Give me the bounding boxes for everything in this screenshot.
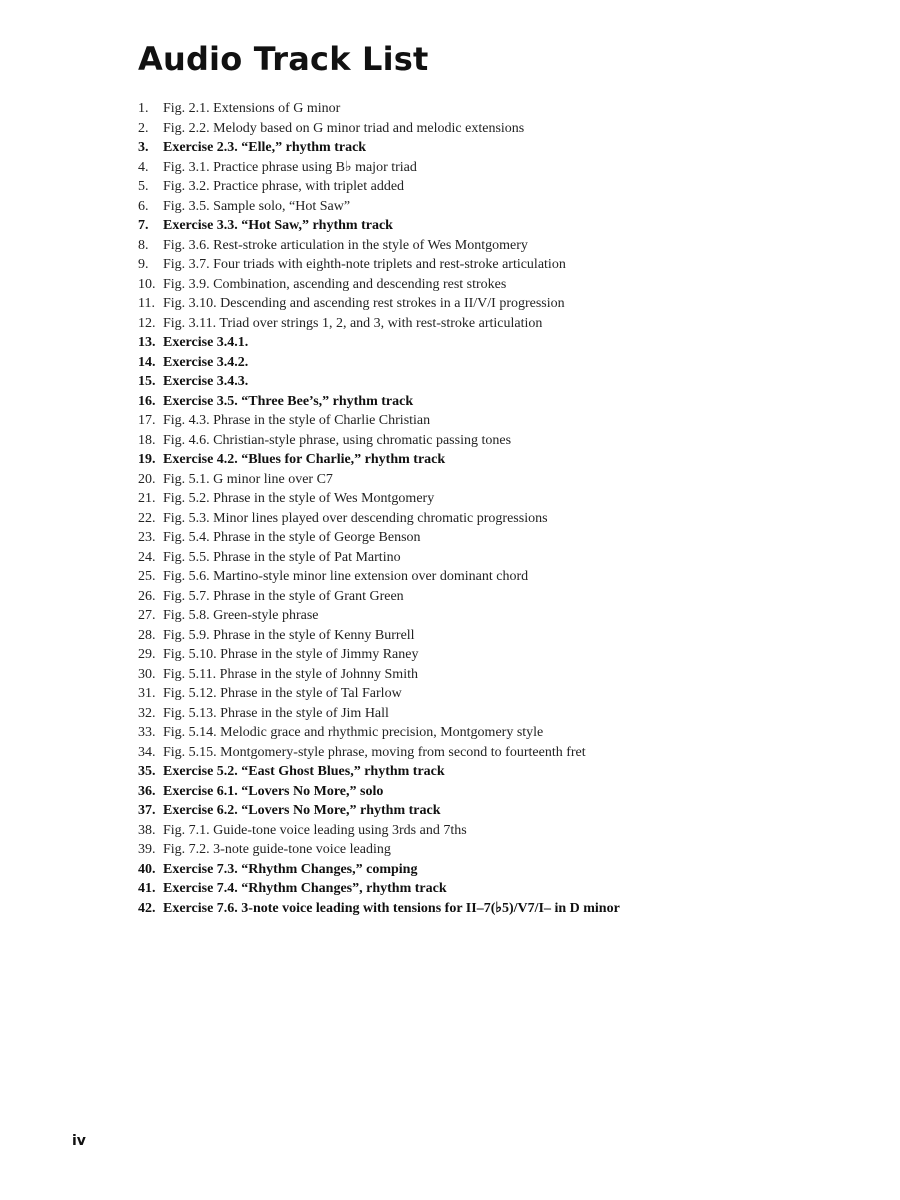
track-title: Exercise 2.3. “Elle,” rhythm track	[163, 140, 367, 155]
track-number: 41.	[138, 881, 156, 896]
track-item	[138, 197, 620, 217]
track-title: Exercise 3.5. “Three Bee’s,” rhythm track	[163, 393, 414, 409]
track-number: 31.	[138, 686, 156, 701]
track-title: Fig. 3.11. Triad over strings 1, 2, and 3, with rest-stroke articulation	[163, 315, 543, 331]
track-item	[138, 294, 620, 314]
track-title: Fig. 3.2. Practice phrase, with triplet added	[163, 179, 405, 194]
track-number: 42.	[138, 900, 156, 916]
track-title: Fig. 2.1. Extensions of G minor	[163, 101, 341, 116]
track-number: 8.	[138, 237, 149, 253]
track-title: Exercise 6.2. “Lovers No More,” rhythm track	[163, 803, 441, 818]
track-title: Fig. 4.3. Phrase in the style of Charlie Christian	[163, 413, 431, 428]
track-number: 37.	[138, 803, 156, 818]
track-item	[138, 392, 620, 412]
track-title: Fig. 3.6. Rest-stroke articulation in the style of Wes Montgomery	[163, 237, 528, 253]
track-item	[138, 177, 620, 197]
track-item	[138, 431, 620, 451]
track-title: Exercise 5.2. “East Ghost Blues,” rhythm track	[163, 764, 445, 779]
track-item	[138, 782, 620, 802]
track-item	[138, 899, 620, 919]
track-title: Fig. 2.2. Melody based on G minor triad and melodic extensions	[163, 120, 525, 136]
track-number: 19.	[138, 452, 156, 467]
track-number: 17.	[138, 413, 156, 428]
track-item	[138, 314, 620, 334]
track-title: Fig. 5.1. G minor line over C7	[163, 471, 333, 487]
track-number: 23.	[138, 530, 156, 545]
track-item	[138, 821, 620, 841]
track-title: Exercise 3.4.3.	[163, 374, 249, 389]
track-item	[138, 840, 620, 860]
track-item	[138, 509, 620, 529]
track-title: Exercise 3.4.2.	[163, 354, 249, 370]
track-number: 15.	[138, 374, 156, 389]
track-title: Exercise 4.2. “Blues for Charlie,” rhythm track	[163, 452, 446, 467]
track-number: 38.	[138, 822, 156, 838]
track-item	[138, 801, 620, 821]
track-number: 11.	[138, 296, 155, 311]
track-number: 5.	[138, 179, 149, 194]
track-number: 10.	[138, 276, 156, 292]
track-number: 4.	[138, 159, 149, 175]
track-number: 27.	[138, 608, 156, 623]
track-item	[138, 236, 620, 256]
track-number: 3.	[138, 140, 149, 155]
track-number: 35.	[138, 764, 156, 779]
track-item	[138, 879, 620, 899]
track-item	[138, 158, 620, 178]
track-title: Fig. 5.8. Green-style phrase	[163, 608, 319, 623]
track-title: Exercise 6.1. “Lovers No More,” solo	[163, 783, 384, 799]
track-title: Fig. 5.10. Phrase in the style of Jimmy Raney	[163, 647, 419, 662]
track-title: Fig. 3.1. Practice phrase using B♭ major triad	[163, 159, 417, 175]
track-number: 20.	[138, 471, 156, 487]
track-number: 14.	[138, 354, 156, 370]
track-number: 22.	[138, 510, 156, 526]
track-title: Fig. 3.7. Four triads with eighth-note triplets and rest-stroke articulation	[163, 257, 566, 272]
track-number: 28.	[138, 627, 156, 643]
track-title: Fig. 5.3. Minor lines played over descending chromatic progressions	[163, 510, 548, 526]
track-title: Fig. 5.2. Phrase in the style of Wes Montgomery	[163, 491, 435, 506]
track-item	[138, 704, 620, 724]
track-title: Fig. 5.4. Phrase in the style of George Benson	[163, 530, 421, 545]
track-title: Fig. 7.2. 3-note guide-tone voice leading	[163, 842, 391, 857]
track-item	[138, 606, 620, 626]
track-item	[138, 450, 620, 470]
track-number: 26.	[138, 588, 156, 604]
track-title: Fig. 5.9. Phrase in the style of Kenny Burrell	[163, 627, 415, 643]
track-title: Fig. 3.10. Descending and ascending rest strokes in a II/V/I progression	[163, 296, 565, 311]
track-title: Fig. 5.14. Melodic grace and rhythmic precision, Montgomery style	[163, 725, 544, 740]
track-number: 13.	[138, 335, 156, 350]
track-title: Fig. 5.5. Phrase in the style of Pat Martino	[163, 549, 401, 565]
track-item	[138, 372, 620, 392]
track-item	[138, 411, 620, 431]
track-number: 30.	[138, 666, 156, 682]
track-number: 1.	[138, 101, 149, 116]
track-title: Fig. 5.7. Phrase in the style of Grant Green	[163, 588, 404, 604]
track-item	[138, 684, 620, 704]
track-number: 21.	[138, 491, 156, 506]
track-item	[138, 665, 620, 685]
track-number: 9.	[138, 257, 149, 272]
track-item	[138, 255, 620, 275]
track-number: 33.	[138, 725, 156, 740]
track-title: Fig. 5.15. Montgomery-style phrase, moving from second to fourteenth fret	[163, 744, 586, 760]
track-number: 36.	[138, 783, 156, 799]
track-item	[138, 275, 620, 295]
track-item	[138, 119, 620, 139]
track-number: 6.	[138, 198, 149, 214]
track-item	[138, 353, 620, 373]
track-number: 40.	[138, 861, 156, 877]
track-number: 18.	[138, 432, 156, 448]
track-title: Fig. 4.6. Christian-style phrase, using chromatic passing tones	[163, 432, 512, 448]
track-title: Exercise 7.4. “Rhythm Changes”, rhythm track	[163, 881, 447, 896]
track-number: 25.	[138, 569, 156, 584]
track-title: Fig. 5.13. Phrase in the style of Jim Hall	[163, 705, 389, 721]
track-item	[138, 333, 620, 353]
track-item	[138, 626, 620, 646]
track-number: 29.	[138, 647, 156, 662]
track-list	[138, 99, 620, 918]
track-title: Exercise 3.3. “Hot Saw,” rhythm track	[163, 218, 393, 233]
track-title: Fig. 5.11. Phrase in the style of Johnny Smith	[163, 666, 418, 682]
page-title: Audio Track List	[138, 40, 429, 78]
track-item	[138, 138, 620, 158]
track-number: 39.	[138, 842, 156, 857]
track-item	[138, 470, 620, 490]
track-item	[138, 743, 620, 763]
track-title: Fig. 3.5. Sample solo, “Hot Saw”	[163, 198, 351, 214]
track-number: 16.	[138, 393, 156, 409]
track-number: 34.	[138, 744, 156, 760]
track-item	[138, 762, 620, 782]
track-item	[138, 528, 620, 548]
track-item	[138, 216, 620, 236]
track-item	[138, 548, 620, 568]
track-number: 32.	[138, 705, 156, 721]
track-item	[138, 645, 620, 665]
track-title: Fig. 7.1. Guide-tone voice leading using 3rds and 7ths	[163, 822, 467, 838]
track-number: 7.	[138, 218, 149, 233]
track-number: 12.	[138, 315, 156, 331]
track-item	[138, 587, 620, 607]
track-title: Fig. 5.6. Martino-style minor line extension over dominant chord	[163, 569, 529, 584]
track-title: Exercise 7.6. 3-note voice leading with tensions for II–7(♭5)/V7/I– in D minor	[163, 900, 620, 916]
track-number: 2.	[138, 120, 149, 136]
track-item	[138, 723, 620, 743]
track-item	[138, 489, 620, 509]
track-item	[138, 860, 620, 880]
track-title: Fig. 3.9. Combination, ascending and descending rest strokes	[163, 276, 507, 292]
track-title: Exercise 3.4.1.	[163, 335, 249, 350]
track-number: 24.	[138, 549, 156, 565]
track-title: Exercise 7.3. “Rhythm Changes,” comping	[163, 861, 418, 877]
track-item	[138, 567, 620, 587]
track-item	[138, 99, 620, 119]
track-title: Fig. 5.12. Phrase in the style of Tal Farlow	[163, 686, 402, 701]
page-number: iv	[72, 1133, 86, 1149]
